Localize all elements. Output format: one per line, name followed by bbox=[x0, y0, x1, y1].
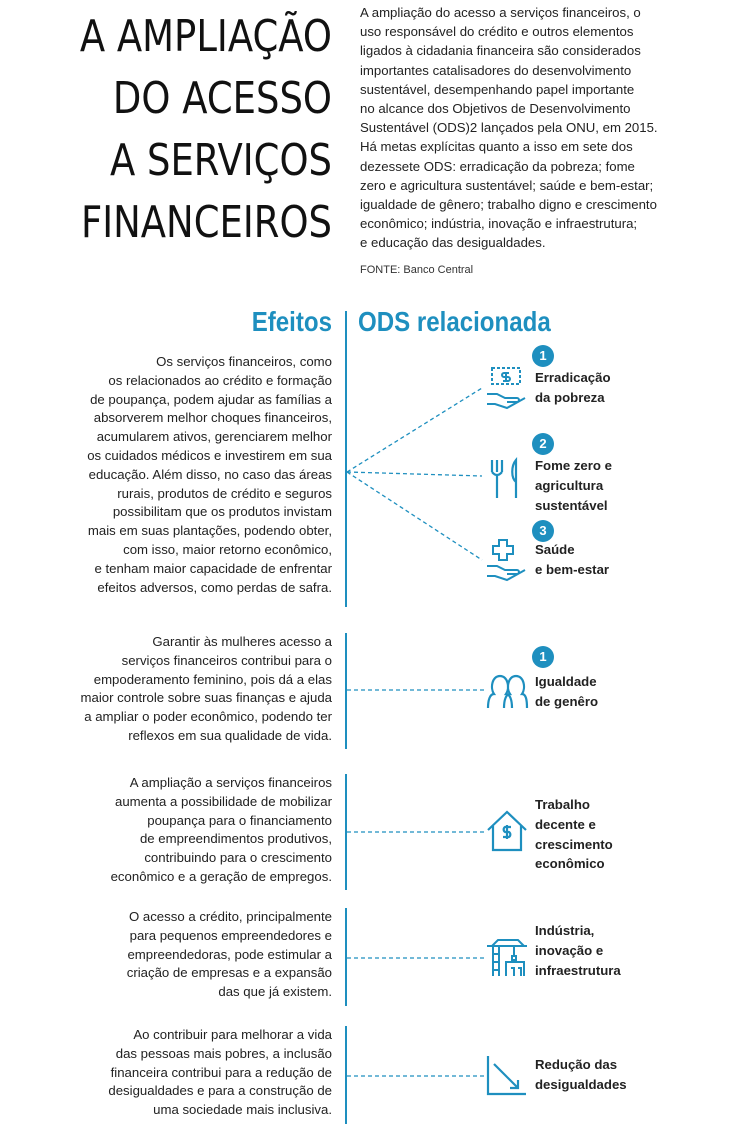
ods-label-line: Redução das bbox=[535, 1057, 618, 1072]
ods-label-line: agricultura bbox=[535, 477, 604, 493]
intro-line: A ampliação do acesso a serviços financeiros, o bbox=[360, 5, 641, 20]
ods-label bbox=[535, 540, 609, 580]
intro-line: igualdade de gênero; trabalho digno e crescimento bbox=[360, 197, 657, 213]
intro-line: dezessete ODS: erradicação da pobreza; fome bbox=[360, 158, 635, 174]
effect-line: educação. Além disso, no caso das áreas bbox=[88, 466, 332, 482]
women-icon bbox=[484, 668, 530, 714]
hand-health-icon bbox=[484, 536, 530, 582]
ods-label bbox=[535, 368, 611, 408]
title-line: DO ACESSO bbox=[112, 73, 332, 124]
intro-line: Há metas explícitas quanto a isso em sete dos bbox=[360, 139, 633, 155]
connector-line bbox=[347, 472, 482, 476]
ods-label bbox=[535, 921, 621, 980]
intro-line: uso responsável do crédito e outros elementos bbox=[360, 24, 634, 40]
effect-line: Os serviços financeiros, como bbox=[156, 354, 332, 369]
intro-line: sustentável, desempenhando papel importante bbox=[360, 81, 635, 97]
title-line: A SERVIÇOS bbox=[109, 135, 332, 186]
ods-header: ODS relacionada bbox=[358, 306, 551, 337]
hand-money-icon bbox=[484, 364, 530, 410]
effect-line: os cuidados médicos e investirem em sua bbox=[87, 447, 332, 463]
house-money-icon bbox=[484, 808, 530, 854]
effect-line: e tenham maior capacidade de enfrentar bbox=[94, 560, 332, 576]
effect-line: serviços financeiros contribui para o bbox=[121, 652, 332, 668]
ods-label-line: sustentável bbox=[535, 497, 608, 513]
ods-label-line: e bem-estar bbox=[535, 561, 610, 577]
ods-label-line: econômico bbox=[535, 856, 605, 872]
title-line: FINANCEIROS bbox=[80, 197, 333, 248]
title-line: A AMPLIAÇÃO bbox=[79, 11, 332, 62]
ods-number-badge: 2 bbox=[532, 433, 554, 455]
ods-label-line: Fome zero e bbox=[535, 458, 612, 473]
effect-line: uma sociedade mais inclusiva. bbox=[153, 1102, 332, 1118]
ods-label-line: Saúde bbox=[535, 542, 575, 557]
ods-label-line: desigualdades bbox=[535, 1076, 627, 1092]
ods-label-line: Igualdade bbox=[535, 674, 597, 689]
intro-line: econômico; indústria, inovação e infraestrutura; bbox=[360, 216, 638, 232]
intro-line: ligados à cidadania financeira são considerados bbox=[360, 43, 641, 59]
effect-line: financeira contribui para a redução de bbox=[110, 1064, 332, 1080]
intro-line: e educação das desigualdades. bbox=[360, 235, 546, 251]
effect-line: das que já existem. bbox=[218, 984, 332, 1000]
intro-line: zero e agricultura sustentável; saúde e bem-estar; bbox=[360, 177, 654, 193]
ods-label-line: da pobreza bbox=[535, 389, 605, 405]
ods-label-line: decente e bbox=[535, 816, 596, 832]
ods-label-line: de genêro bbox=[535, 693, 599, 709]
building-crane-icon bbox=[484, 934, 530, 980]
ods-label-line: infraestrutura bbox=[535, 962, 621, 978]
effects-header: Efeitos bbox=[251, 306, 332, 337]
effect-line: Garantir às mulheres acesso a bbox=[152, 634, 332, 649]
ods-label bbox=[535, 672, 598, 712]
effect-line: aumenta a possibilidade de mobilizar bbox=[115, 793, 332, 809]
effect-line: reflexos em sua qualidade de vida. bbox=[128, 727, 332, 743]
trend-down-icon bbox=[484, 1052, 530, 1098]
intro-line: no alcance dos Objetivos de Desenvolvimento bbox=[360, 101, 631, 117]
ods-label bbox=[535, 456, 612, 515]
effect-line: Ao contribuir para melhorar a vida bbox=[133, 1027, 332, 1042]
effect-line: empoderamento feminino, pois dá a elas bbox=[93, 671, 332, 687]
effect-line: poupança para o financiamento bbox=[147, 812, 332, 828]
fork-knife-icon bbox=[484, 456, 530, 502]
ods-label bbox=[535, 1055, 627, 1095]
effect-line: A ampliação a serviços financeiros bbox=[129, 775, 332, 790]
effect-line: O acesso a crédito, principalmente bbox=[128, 909, 332, 924]
source-note: FONTE: Banco Central bbox=[360, 264, 474, 276]
connector-line bbox=[347, 472, 482, 560]
effect-line: com isso, maior retorno econômico, bbox=[123, 541, 332, 557]
effect-line: rurais, produtos de crédito e seguros bbox=[117, 485, 332, 501]
effect-line: para pequenos empreendedores e bbox=[129, 927, 332, 943]
effect-line: contribuindo para o crescimento bbox=[144, 850, 332, 866]
effect-line: criação de empresas e a expansão bbox=[126, 965, 332, 981]
intro-line: Sustentável (ODS)2 lançados pela ONU, em 2015. bbox=[360, 120, 658, 136]
effect-line: de empreendimentos produtivos, bbox=[139, 831, 332, 847]
effect-line: absorverem melhor choques financeiros, bbox=[93, 410, 332, 426]
ods-number-badge: 3 bbox=[532, 520, 554, 542]
ods-number-badge: 1 bbox=[532, 345, 554, 367]
effect-line: acumularem ativos, gerenciarem melhor bbox=[96, 429, 332, 445]
effect-line: os relacionados ao crédito e formação bbox=[108, 372, 332, 388]
effect-line: das pessoas mais pobres, a inclusão bbox=[115, 1045, 332, 1061]
effect-line: empreendedoras, pode estimular a bbox=[127, 946, 332, 962]
effect-line: mais em suas plantações, podendo obter, bbox=[87, 523, 332, 539]
ods-label bbox=[535, 795, 613, 874]
effect-line: econômico e a geração de empregos. bbox=[110, 868, 332, 884]
effect-line: a ampliar o poder econômico, podendo ter bbox=[84, 709, 332, 725]
effect-line: desigualdades e para a construção de bbox=[108, 1083, 332, 1099]
effect-line: de poupança, podem ajudar as famílias a bbox=[90, 391, 332, 407]
connector-line bbox=[347, 388, 482, 472]
effect-line: maior controle sobre suas finanças e ajuda bbox=[80, 690, 332, 706]
intro-line: importantes catalisadores do desenvolvimento bbox=[360, 62, 632, 78]
ods-label-line: crescimento bbox=[535, 836, 613, 852]
ods-label-line: inovação e bbox=[535, 942, 604, 958]
ods-label-line: Trabalho bbox=[535, 797, 590, 812]
ods-label-line: Erradicação bbox=[535, 370, 611, 385]
effect-line: efeitos adversos, como perdas de safra. bbox=[97, 579, 332, 595]
effect-line: possibilitam que os produtos invistam bbox=[112, 504, 332, 520]
ods-number-badge: 1 bbox=[532, 646, 554, 668]
ods-label-line: Indústria, bbox=[535, 923, 595, 938]
